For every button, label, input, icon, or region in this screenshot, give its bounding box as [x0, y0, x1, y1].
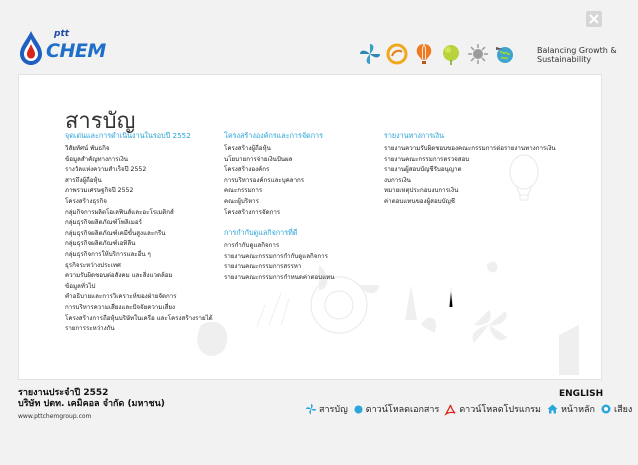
footer-nav [306, 402, 638, 416]
toc-link[interactable]: การกำกับดูแลกิจการ [224, 242, 280, 250]
toc-column-1 [65, 130, 213, 335]
nav-contents-button[interactable] [306, 402, 348, 416]
nav-download-program-button[interactable] [445, 402, 541, 416]
toc-link[interactable]: การบริหารความเสี่ยงและปัจจัยความเสี่ยง [65, 303, 175, 311]
toc-link[interactable]: งบการเงิน [384, 176, 411, 184]
tagline-line1: Balancing Growth & [537, 46, 617, 55]
toc-link[interactable]: คำอธิบายและการวิเคราะห์ของฝ่ายจัดการ [65, 293, 177, 301]
toc-link[interactable]: กลุ่มธุรกิจผลิตภัณฑ์เอทิลีน [65, 240, 136, 248]
toc-link[interactable]: โครงสร้างธุรกิจ [65, 197, 107, 205]
english-language-link[interactable]: ENGLISH [559, 389, 604, 399]
dandelion-icon [439, 42, 463, 66]
leaf-circle-icon [385, 42, 409, 66]
logo-text-ptt: ptt [54, 29, 70, 39]
toc-link[interactable]: ภาพรวมเศรษฐกิจปี 2552 [65, 187, 134, 195]
nav-home-button[interactable] [547, 402, 595, 416]
sound-icon [601, 404, 611, 414]
toc-link[interactable]: คณะกรรมการ [224, 187, 263, 195]
toc-link[interactable]: ธุรกิจระหว่างประเทศ [65, 261, 121, 269]
acrobat-icon [445, 404, 456, 415]
toc-link[interactable]: รายการระหว่างกัน [65, 325, 115, 333]
section-heading[interactable]: การกำกับดูแลกิจการที่ดี [224, 228, 298, 238]
toc-link[interactable]: กลุ่มธุรกิจการให้บริการและอื่น ๆ [65, 250, 151, 258]
home-icon [547, 404, 558, 414]
header-icon-row [358, 42, 517, 68]
tagline [537, 46, 617, 64]
toc-link[interactable]: กลุ่มกิจการผลิตโอเลฟินส์และอะโรเมติกส์ [65, 208, 174, 216]
pinwheel-icon [306, 404, 316, 414]
tagline-line2: Sustainability [537, 55, 592, 64]
toc-link[interactable]: กลุ่มธุรกิจผลิตภัณฑ์โพลิเมอร์ [65, 219, 142, 227]
close-icon [586, 11, 602, 27]
flame-drop-icon [18, 30, 44, 66]
toc-column-2 [224, 130, 335, 284]
toc-link[interactable]: โครงสร้างองค์กร [224, 166, 270, 174]
toc-link[interactable]: รายงานคณะกรรมการกำหนดค่าตอบแทน [224, 273, 335, 281]
toc-link[interactable]: รางวัลแห่งความสำเร็จปี 2552 [65, 166, 147, 174]
toc-link[interactable]: โครงสร้างผู้ถือหุ้น [224, 145, 271, 152]
toc-link[interactable]: โครงสร้างการจัดการ [224, 208, 281, 216]
company-url-link[interactable]: www.pttchemgroup.com [18, 413, 92, 420]
hot-air-balloon-icon [412, 42, 436, 66]
nav-label: ดาวน์โหลดเอกสาร [365, 405, 440, 415]
globe-plane-icon [493, 42, 517, 66]
section-heading[interactable]: จุดเด่นและการดำเนินงานในรอบปี 2552 [65, 131, 191, 140]
toc-link[interactable]: โครงสร้างการถือหุ้นบริษัทในเครือ และโครงสร้างรายได้ [65, 314, 213, 322]
toc-link[interactable]: ค่าตอบแทนของผู้สอบบัญชี [384, 197, 455, 205]
sun-gear-icon [466, 42, 490, 66]
toc-link[interactable]: รายงานคณะกรรมการตรวจสอบ [384, 155, 470, 163]
toc-link[interactable]: รายงานความรับผิดชอบของคณะกรรมการต่อรายงานทางการเงิน [384, 145, 556, 152]
pttchem-logo[interactable] [18, 28, 108, 70]
section-heading[interactable]: โครงสร้างองค์กรและการจัดการ [224, 131, 323, 140]
toc-link[interactable]: รายงานผู้สอบบัญชีรับอนุญาต [384, 166, 462, 174]
report-year: รายงานประจำปี 2552 [18, 388, 109, 398]
nav-download-docs-button[interactable] [354, 402, 440, 416]
pinwheel-icon [358, 42, 382, 66]
nav-label: สารบัญ [319, 405, 348, 415]
logo-text-chem: CHEM [46, 40, 106, 62]
nav-sound-button[interactable] [601, 402, 632, 416]
toc-link[interactable]: กลุ่มธุรกิจผลิตภัณฑ์เคมีขั้นสูงและกรีน [65, 229, 166, 237]
toc-link[interactable]: คณะผู้บริหาร [224, 197, 259, 205]
toc-column-3 [384, 130, 556, 208]
nav-label: หน้าหลัก [560, 405, 595, 415]
toc-link[interactable]: นโยบายการจ่ายเงินปันผล [224, 155, 293, 163]
page-title: สารบัญ [65, 109, 136, 134]
toc-link[interactable]: การบริหารองค์กรและบุคลากร [224, 176, 305, 184]
download-dot-icon [354, 405, 363, 414]
nav-label: ดาวน์โหลดโปรแกรม [459, 405, 541, 415]
toc-link[interactable]: วิสัยทัศน์ พันธกิจ [65, 145, 110, 152]
toc-link[interactable]: รายงานคณะกรรมการสรรหา [224, 263, 302, 271]
company-name: บริษัท ปตท. เคมิคอล จำกัด (มหาชน) [18, 399, 165, 409]
toc-link[interactable]: สารถึงผู้ถือหุ้น [65, 176, 102, 184]
nav-label: เสียง [614, 405, 633, 415]
toc-link[interactable]: ความรับผิดชอบต่อสังคม และสิ่งแวดล้อม [65, 272, 173, 280]
toc-link[interactable]: ข้อมูลทั่วไป [65, 282, 96, 290]
close-button[interactable] [586, 11, 602, 27]
section-heading[interactable]: รายงานทางการเงิน [384, 131, 444, 140]
contents-panel [18, 74, 602, 380]
toc-link[interactable]: ข้อมูลสำคัญทางการเงิน [65, 155, 128, 163]
footer-company-info [18, 388, 165, 421]
toc-link[interactable]: รายงานคณะกรรมการกำกับดูแลกิจการ [224, 252, 328, 260]
toc-link[interactable]: หมายเหตุประกอบงบการเงิน [384, 187, 459, 195]
